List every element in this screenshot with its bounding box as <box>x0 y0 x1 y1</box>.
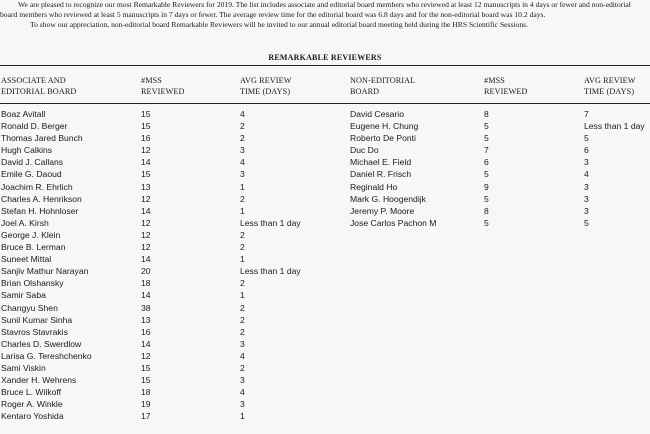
reviewer-name: Stavros Stavrakis <box>1 326 68 337</box>
mss-count: 14 <box>141 205 151 216</box>
mss-count: 15 <box>141 375 151 386</box>
reviewer-name: Kentaro Yoshida <box>1 411 64 422</box>
avg-review-time: 1 <box>240 290 245 301</box>
avg-review-time: 2 <box>240 229 245 240</box>
mss-count: 15 <box>141 121 151 132</box>
avg-review-time: 4 <box>240 109 245 119</box>
mss-count: 9 <box>484 181 489 192</box>
intro-paragraph-2: To show our appreciation, non-editorial board Remarkable Reviewers will be invited to our annual editorial board meeting held during the HRS Scientific Sessions. <box>30 20 529 30</box>
mss-count: 14 <box>141 157 151 168</box>
mss-count: 5 <box>484 193 489 204</box>
intro-paragraph-1: We are pleased to recognize our most Remarkable Reviewers for 2019. The list includes associate and editorial board members who reviewed at least 12 manuscripts in 4 days or fewer and non-editorial board members who reviewed at least 5 manuscripts in 7 days or fewer. The average review time for the editorial board was 6.8 days and for the non-editorial board was 10.2 days. <box>0 0 631 20</box>
reviewer-name: Roberto De Ponti <box>350 133 416 144</box>
avg-review-time: 7 <box>584 109 589 119</box>
mss-count: 20 <box>141 266 151 277</box>
reviewer-name: Michael E. Field <box>350 157 412 168</box>
reviewer-name: Thomas Jared Bunch <box>1 133 83 144</box>
reviewer-name: Larisa G. Tereshchenko <box>1 350 92 361</box>
avg-review-time: 3 <box>240 375 245 386</box>
avg-review-time: 2 <box>240 314 245 325</box>
mss-count: 5 <box>484 121 489 132</box>
intro-text <box>0 0 646 31</box>
reviewer-name: Charles A. Henrikson <box>1 193 82 204</box>
mss-count: 7 <box>484 145 489 156</box>
avg-review-time: 3 <box>240 399 245 410</box>
mss-count: 14 <box>141 290 151 301</box>
avg-review-time: 2 <box>240 362 245 373</box>
reviewer-name: Hugh Calkins <box>1 145 53 156</box>
reviewer-name: Sami Viskin <box>1 362 46 373</box>
reviewer-name: Reginald Ho <box>350 181 398 192</box>
avg-review-time: 1 <box>240 411 245 422</box>
mss-count: 15 <box>141 169 151 180</box>
mss-count: 5 <box>484 217 489 228</box>
mss-count: 18 <box>141 387 151 398</box>
avg-review-time: 2 <box>240 193 245 204</box>
reviewer-name: Jose Carlos Pachon M <box>350 217 437 228</box>
avg-review-time: 2 <box>240 278 245 289</box>
avg-review-time: 1 <box>240 181 245 192</box>
mss-count: 13 <box>141 314 151 325</box>
avg-review-time: 5 <box>584 133 589 144</box>
avg-review-time: 2 <box>240 121 245 132</box>
header-avg-time-1: AVG REVIEW TIME (DAYS) <box>240 76 292 96</box>
avg-review-time: 3 <box>240 145 245 156</box>
avg-review-time: Less than 1 day <box>240 217 301 228</box>
avg-review-time: 2 <box>240 133 245 144</box>
avg-review-time: 3 <box>584 193 589 204</box>
reviewer-name: Changyu Shen <box>1 302 58 313</box>
reviewer-name: Boaz Avitall <box>1 109 46 119</box>
reviewer-name: Duc Do <box>350 145 379 156</box>
avg-review-time: 6 <box>584 145 589 156</box>
reviewer-name: Joachim R. Ehrlich <box>1 181 73 192</box>
mss-count: 14 <box>141 254 151 265</box>
reviewer-name: Jeremy P. Moore <box>350 205 415 216</box>
avg-review-time: 3 <box>240 338 245 349</box>
avg-review-time: 4 <box>584 169 589 180</box>
avg-review-time: 3 <box>584 157 589 168</box>
avg-review-time: 4 <box>240 157 245 168</box>
mss-count: 16 <box>141 326 151 337</box>
mss-count: 17 <box>141 411 151 422</box>
avg-review-time: 5 <box>584 217 589 228</box>
reviewer-name: Sunil Kumar Sinha <box>1 314 73 325</box>
mss-count: 8 <box>484 109 489 119</box>
avg-review-time: 4 <box>240 387 245 398</box>
avg-review-time: 3 <box>240 169 245 180</box>
reviewer-name: Daniel R. Frisch <box>350 169 412 180</box>
avg-review-time: 2 <box>240 326 245 337</box>
non-editorial-avg-column <box>584 108 645 229</box>
avg-review-time: Less than 1 day <box>240 266 301 277</box>
mss-count: 15 <box>141 362 151 373</box>
table-header-rule <box>0 103 650 104</box>
mss-count: 15 <box>141 109 151 119</box>
reviewer-name: Stefan H. Hohnloser <box>1 205 79 216</box>
avg-review-time: 1 <box>240 254 245 265</box>
reviewer-name: Suneet Mittal <box>1 254 52 265</box>
mss-count: 12 <box>141 145 151 156</box>
mss-count: 13 <box>141 181 151 192</box>
associate-avg-column <box>240 108 301 422</box>
mss-count: 12 <box>141 229 151 240</box>
mss-count: 14 <box>141 338 151 349</box>
mss-count: 16 <box>141 133 151 144</box>
reviewer-name: David Cesario <box>350 109 404 119</box>
avg-review-time: 2 <box>240 302 245 313</box>
reviewer-name: Sanjiv Mathur Narayan <box>1 266 89 277</box>
reviewer-name: Charles D. Swerdlow <box>1 338 82 349</box>
avg-review-time: Less than 1 day <box>584 121 645 132</box>
mss-count: 5 <box>484 133 489 144</box>
associate-names-column <box>1 108 92 422</box>
reviewer-name: Brian Olshansky <box>1 278 64 289</box>
reviewer-name: Ronald D. Berger <box>1 121 68 132</box>
reviewer-name: Xander H. Wehrens <box>1 375 77 386</box>
mss-count: 38 <box>141 302 151 313</box>
avg-review-time: 3 <box>584 205 589 216</box>
header-mss-reviewed-2: #MSS REVIEWED <box>484 76 528 96</box>
reviewer-name: Joel A. Kirsh <box>1 217 49 228</box>
header-avg-time-2: AVG REVIEW TIME (DAYS) <box>584 76 636 96</box>
reviewer-name: Roger A. Winkle <box>1 399 63 410</box>
non-editorial-mss-column <box>484 108 489 229</box>
mss-count: 19 <box>141 399 151 410</box>
mss-count: 12 <box>141 193 151 204</box>
reviewer-name: George J. Klein <box>1 229 61 240</box>
header-associate-board: ASSOCIATE AND EDITORIAL BOARD <box>1 76 77 96</box>
mss-count: 12 <box>141 217 151 228</box>
avg-review-time: 1 <box>240 205 245 216</box>
header-mss-reviewed-1: #MSS REVIEWED <box>141 76 185 96</box>
mss-count: 8 <box>484 205 489 216</box>
reviewer-name: Samir Saba <box>1 290 46 301</box>
reviewer-name: Emile G. Daoud <box>1 169 62 180</box>
mss-count: 5 <box>484 169 489 180</box>
reviewer-name: David J. Callans <box>1 157 64 168</box>
reviewer-name: Mark G. Hoogendijk <box>350 193 426 204</box>
reviewer-name: Eugene H. Chung <box>350 121 419 132</box>
table-top-rule <box>0 65 650 66</box>
non-editorial-names-column <box>350 108 436 229</box>
mss-count: 12 <box>141 242 151 253</box>
mss-count: 18 <box>141 278 151 289</box>
mss-count: 6 <box>484 157 489 168</box>
avg-review-time: 2 <box>240 242 245 253</box>
table-title: REMARKABLE REVIEWERS <box>268 53 382 62</box>
header-non-editorial-board: NON-EDITORIAL BOARD <box>350 76 416 96</box>
associate-mss-column <box>141 108 151 422</box>
mss-count: 12 <box>141 350 151 361</box>
avg-review-time: 3 <box>584 181 589 192</box>
reviewer-name: Bruce B. Lerman <box>1 242 66 253</box>
avg-review-time: 4 <box>240 350 245 361</box>
reviewer-name: Bruce L. Wilkoff <box>1 387 62 398</box>
